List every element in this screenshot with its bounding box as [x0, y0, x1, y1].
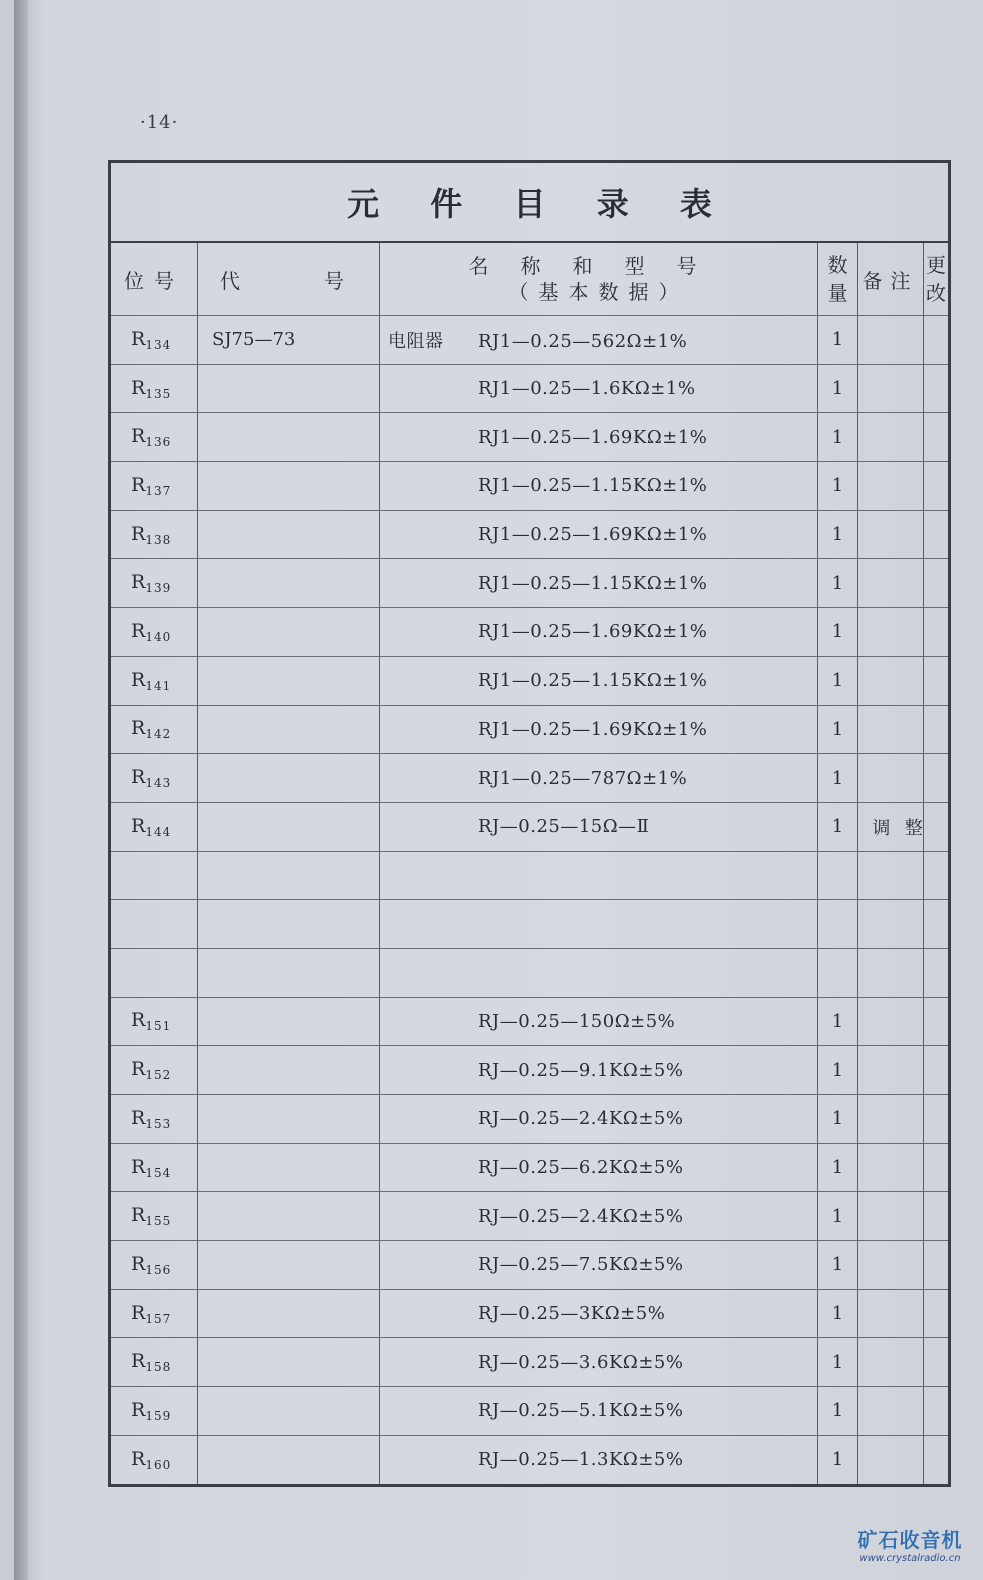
name-cell	[380, 997, 818, 1046]
component-type: 电阻器	[388, 330, 444, 352]
name-cell	[380, 1241, 818, 1290]
change-cell	[924, 608, 950, 657]
position-cell	[110, 1095, 198, 1144]
table-row	[110, 510, 950, 559]
name-cell	[380, 1387, 818, 1436]
page-number: ·14·	[140, 112, 179, 133]
position-cell	[110, 559, 198, 608]
change-cell	[924, 462, 950, 511]
header-quantity: 数量	[818, 242, 858, 316]
name-cell	[380, 1289, 818, 1338]
position-index: 160	[145, 1457, 172, 1472]
table-title: 元件目录表	[110, 162, 950, 243]
position-letter: R	[131, 1252, 146, 1275]
note-cell	[858, 1192, 924, 1241]
change-cell	[924, 851, 950, 900]
change-cell	[924, 1143, 950, 1192]
note-cell	[858, 316, 924, 365]
code-cell	[198, 1435, 380, 1485]
change-cell	[924, 1435, 950, 1485]
header-change: 更改	[924, 242, 950, 316]
header-name-sub: （基本数据）	[508, 280, 689, 304]
position-cell	[110, 1289, 198, 1338]
position-index: 159	[145, 1408, 172, 1423]
quantity-cell: 1	[818, 1192, 858, 1241]
position-letter: R	[131, 1398, 146, 1421]
quantity-cell: 1	[818, 997, 858, 1046]
position-cell	[110, 997, 198, 1046]
table-row	[110, 656, 950, 705]
quantity-cell: 1	[818, 705, 858, 754]
component-spec: RJ1—0.25—1.69KΩ±1%	[478, 718, 708, 740]
change-cell	[924, 364, 950, 413]
position-letter: R	[131, 1301, 146, 1324]
note-cell	[858, 608, 924, 657]
position-index: 137	[145, 483, 172, 498]
note-cell	[858, 1435, 924, 1485]
code-cell	[198, 1143, 380, 1192]
position-letter: R	[131, 668, 146, 691]
component-spec: RJ1—0.25—1.69KΩ±1%	[478, 621, 708, 643]
change-cell	[924, 1192, 950, 1241]
component-spec: RJ—0.25—15Ω—Ⅱ	[478, 816, 650, 838]
watermark-url: www.crystalradio.cn	[859, 1553, 961, 1564]
component-spec: RJ—0.25—3.6KΩ±5%	[478, 1351, 684, 1373]
code-cell	[198, 413, 380, 462]
position-index: 157	[145, 1311, 172, 1326]
position-cell	[110, 754, 198, 803]
change-cell	[924, 997, 950, 1046]
code-cell	[198, 608, 380, 657]
component-spec: RJ1—0.25—562Ω±1%	[478, 330, 688, 352]
position-cell	[110, 1046, 198, 1095]
table-row	[110, 462, 950, 511]
component-spec: RJ—0.25—3KΩ±5%	[478, 1303, 666, 1325]
note-cell	[858, 364, 924, 413]
name-cell	[380, 1046, 818, 1095]
code-cell	[198, 510, 380, 559]
name-cell	[380, 900, 818, 949]
note-cell	[858, 900, 924, 949]
header-name-main: 名称和型号	[468, 254, 729, 278]
component-spec: RJ—0.25—1.3KΩ±5%	[478, 1449, 684, 1471]
position-index: 135	[145, 386, 172, 401]
name-cell	[380, 948, 818, 997]
change-cell	[924, 559, 950, 608]
position-cell	[110, 608, 198, 657]
note-cell	[858, 1338, 924, 1387]
header-code: 代号	[198, 242, 380, 316]
position-index: 156	[145, 1262, 172, 1277]
position-index: 138	[145, 532, 172, 547]
quantity-cell: 1	[818, 462, 858, 511]
code-cell	[198, 1192, 380, 1241]
note-cell	[858, 462, 924, 511]
name-cell	[380, 802, 818, 851]
table-row	[110, 1095, 950, 1144]
position-cell	[110, 900, 198, 949]
change-cell	[924, 1338, 950, 1387]
position-index: 153	[145, 1116, 172, 1131]
table-row	[110, 1143, 950, 1192]
change-cell	[924, 900, 950, 949]
position-letter: R	[131, 571, 146, 594]
table-row	[110, 802, 950, 851]
quantity-cell: 1	[818, 656, 858, 705]
note-cell	[858, 754, 924, 803]
code-cell	[198, 802, 380, 851]
name-cell	[380, 1192, 818, 1241]
note-cell	[858, 1046, 924, 1095]
code-cell	[198, 1241, 380, 1290]
quantity-cell: 1	[818, 413, 858, 462]
header-name	[380, 242, 818, 316]
table-row	[110, 948, 950, 997]
quantity-cell: 1	[818, 1046, 858, 1095]
table-row	[110, 316, 950, 365]
note-cell	[858, 851, 924, 900]
change-cell	[924, 316, 950, 365]
quantity-cell: 1	[818, 1143, 858, 1192]
quantity-cell: 1	[818, 754, 858, 803]
note-cell	[858, 656, 924, 705]
note-cell	[858, 705, 924, 754]
code-cell	[198, 559, 380, 608]
quantity-cell: 1	[818, 1095, 858, 1144]
quantity-cell: 1	[818, 1289, 858, 1338]
note-cell	[858, 413, 924, 462]
component-spec: RJ—0.25—6.2KΩ±5%	[478, 1157, 684, 1179]
note-cell	[858, 1143, 924, 1192]
position-letter: R	[131, 1155, 146, 1178]
table-row	[110, 1387, 950, 1436]
position-cell	[110, 413, 198, 462]
header-note: 备注	[858, 242, 924, 316]
quantity-cell: 1	[818, 608, 858, 657]
position-cell	[110, 1387, 198, 1436]
position-index: 144	[145, 824, 172, 839]
note-cell	[858, 997, 924, 1046]
position-cell	[110, 851, 198, 900]
table-row	[110, 754, 950, 803]
code-cell	[198, 1289, 380, 1338]
quantity-cell: 1	[818, 1338, 858, 1387]
position-index: 151	[145, 1019, 172, 1034]
component-spec: RJ1—0.25—787Ω±1%	[478, 767, 688, 789]
name-cell	[380, 1095, 818, 1144]
quantity-cell: 1	[818, 802, 858, 851]
change-cell	[924, 754, 950, 803]
code-cell	[198, 364, 380, 413]
change-cell	[924, 948, 950, 997]
note-cell	[858, 559, 924, 608]
table-row	[110, 1192, 950, 1241]
code-cell	[198, 997, 380, 1046]
position-letter: R	[131, 766, 146, 789]
code-cell	[198, 851, 380, 900]
table-row	[110, 1289, 950, 1338]
quantity-cell: 1	[818, 1387, 858, 1436]
code-cell	[198, 900, 380, 949]
component-spec: RJ—0.25—2.4KΩ±5%	[478, 1108, 684, 1130]
position-letter: R	[131, 376, 146, 399]
component-list-table	[108, 160, 951, 1487]
table-row	[110, 705, 950, 754]
change-cell	[924, 510, 950, 559]
watermark-title: 矿石收音机	[857, 1528, 963, 1552]
name-cell	[380, 559, 818, 608]
component-spec: RJ1—0.25—1.69KΩ±1%	[478, 524, 708, 546]
position-index: 141	[145, 678, 172, 693]
quantity-cell: 1	[818, 510, 858, 559]
component-spec: RJ—0.25—9.1KΩ±5%	[478, 1059, 684, 1081]
code-cell: SJ75—73	[198, 316, 380, 365]
component-spec: RJ—0.25—2.4KΩ±5%	[478, 1205, 684, 1227]
position-cell	[110, 656, 198, 705]
note-cell	[858, 510, 924, 559]
position-cell	[110, 1241, 198, 1290]
component-spec: RJ1—0.25—1.15KΩ±1%	[478, 475, 708, 497]
table-row	[110, 851, 950, 900]
note-cell	[858, 1095, 924, 1144]
position-letter: R	[131, 327, 146, 350]
name-cell	[380, 510, 818, 559]
table-row	[110, 1241, 950, 1290]
position-cell	[110, 364, 198, 413]
change-cell	[924, 1241, 950, 1290]
position-letter: R	[131, 717, 146, 740]
table-row	[110, 997, 950, 1046]
change-cell	[924, 656, 950, 705]
code-cell	[198, 948, 380, 997]
name-cell	[380, 1435, 818, 1485]
name-cell	[380, 656, 818, 705]
component-spec: RJ1—0.25—1.6KΩ±1%	[478, 378, 696, 400]
position-letter: R	[131, 425, 146, 448]
position-index: 139	[145, 581, 172, 596]
name-cell	[380, 608, 818, 657]
name-cell	[380, 462, 818, 511]
table-row	[110, 364, 950, 413]
table-row	[110, 1435, 950, 1485]
table-row	[110, 413, 950, 462]
name-cell	[380, 413, 818, 462]
table-row	[110, 1338, 950, 1387]
change-cell	[924, 705, 950, 754]
name-cell	[380, 851, 818, 900]
table-row	[110, 900, 950, 949]
note-cell	[858, 1241, 924, 1290]
name-cell	[380, 1143, 818, 1192]
position-cell	[110, 1143, 198, 1192]
position-cell	[110, 1338, 198, 1387]
change-cell	[924, 1095, 950, 1144]
position-letter: R	[131, 1058, 146, 1081]
table-row	[110, 608, 950, 657]
position-letter: R	[131, 1447, 146, 1470]
position-cell	[110, 462, 198, 511]
code-cell	[198, 1046, 380, 1095]
name-cell	[380, 316, 818, 365]
component-spec: RJ1—0.25—1.69KΩ±1%	[478, 426, 708, 448]
name-cell	[380, 1338, 818, 1387]
position-cell	[110, 1192, 198, 1241]
code-cell	[198, 1095, 380, 1144]
position-index: 143	[145, 776, 172, 791]
book-spine	[14, 0, 28, 1580]
table-row	[110, 559, 950, 608]
position-letter: R	[131, 473, 146, 496]
position-letter: R	[131, 1106, 146, 1129]
note-cell	[858, 948, 924, 997]
name-cell	[380, 705, 818, 754]
change-cell	[924, 1289, 950, 1338]
code-cell	[198, 462, 380, 511]
code-cell	[198, 656, 380, 705]
quantity-cell	[818, 851, 858, 900]
quantity-cell	[818, 900, 858, 949]
name-cell	[380, 754, 818, 803]
position-letter: R	[131, 814, 146, 837]
position-index: 136	[145, 435, 172, 450]
change-cell	[924, 1046, 950, 1095]
position-cell	[110, 948, 198, 997]
position-letter: R	[131, 1009, 146, 1032]
position-cell	[110, 802, 198, 851]
position-letter: R	[131, 522, 146, 545]
code-cell	[198, 1387, 380, 1436]
position-index: 155	[145, 1214, 172, 1229]
table-row	[110, 1046, 950, 1095]
position-letter: R	[131, 1204, 146, 1227]
position-index: 154	[145, 1165, 172, 1180]
component-spec: RJ1—0.25—1.15KΩ±1%	[478, 572, 708, 594]
table-body	[110, 316, 950, 1486]
header-position: 位号	[110, 242, 198, 316]
quantity-cell: 1	[818, 1241, 858, 1290]
code-cell	[198, 1338, 380, 1387]
site-watermark	[846, 1524, 974, 1576]
code-cell	[198, 705, 380, 754]
code-cell	[198, 754, 380, 803]
component-spec: RJ—0.25—5.1KΩ±5%	[478, 1400, 684, 1422]
position-cell	[110, 1435, 198, 1485]
position-letter: R	[131, 1350, 146, 1373]
position-index: 152	[145, 1068, 172, 1083]
component-spec: RJ1—0.25—1.15KΩ±1%	[478, 670, 708, 692]
change-cell	[924, 1387, 950, 1436]
name-cell	[380, 364, 818, 413]
quantity-cell: 1	[818, 559, 858, 608]
position-index: 158	[145, 1360, 172, 1375]
component-spec: RJ—0.25—7.5KΩ±5%	[478, 1254, 684, 1276]
note-cell: 调整	[858, 802, 924, 851]
position-cell	[110, 510, 198, 559]
position-index: 142	[145, 727, 172, 742]
change-cell	[924, 413, 950, 462]
component-spec: RJ—0.25—150Ω±5%	[478, 1010, 676, 1032]
note-cell	[858, 1387, 924, 1436]
quantity-cell: 1	[818, 316, 858, 365]
note-cell	[858, 1289, 924, 1338]
position-letter: R	[131, 619, 146, 642]
quantity-cell: 1	[818, 364, 858, 413]
position-index: 140	[145, 629, 172, 644]
quantity-cell	[818, 948, 858, 997]
position-index: 134	[145, 337, 172, 352]
quantity-cell: 1	[818, 1435, 858, 1485]
position-cell	[110, 705, 198, 754]
position-cell	[110, 316, 198, 365]
